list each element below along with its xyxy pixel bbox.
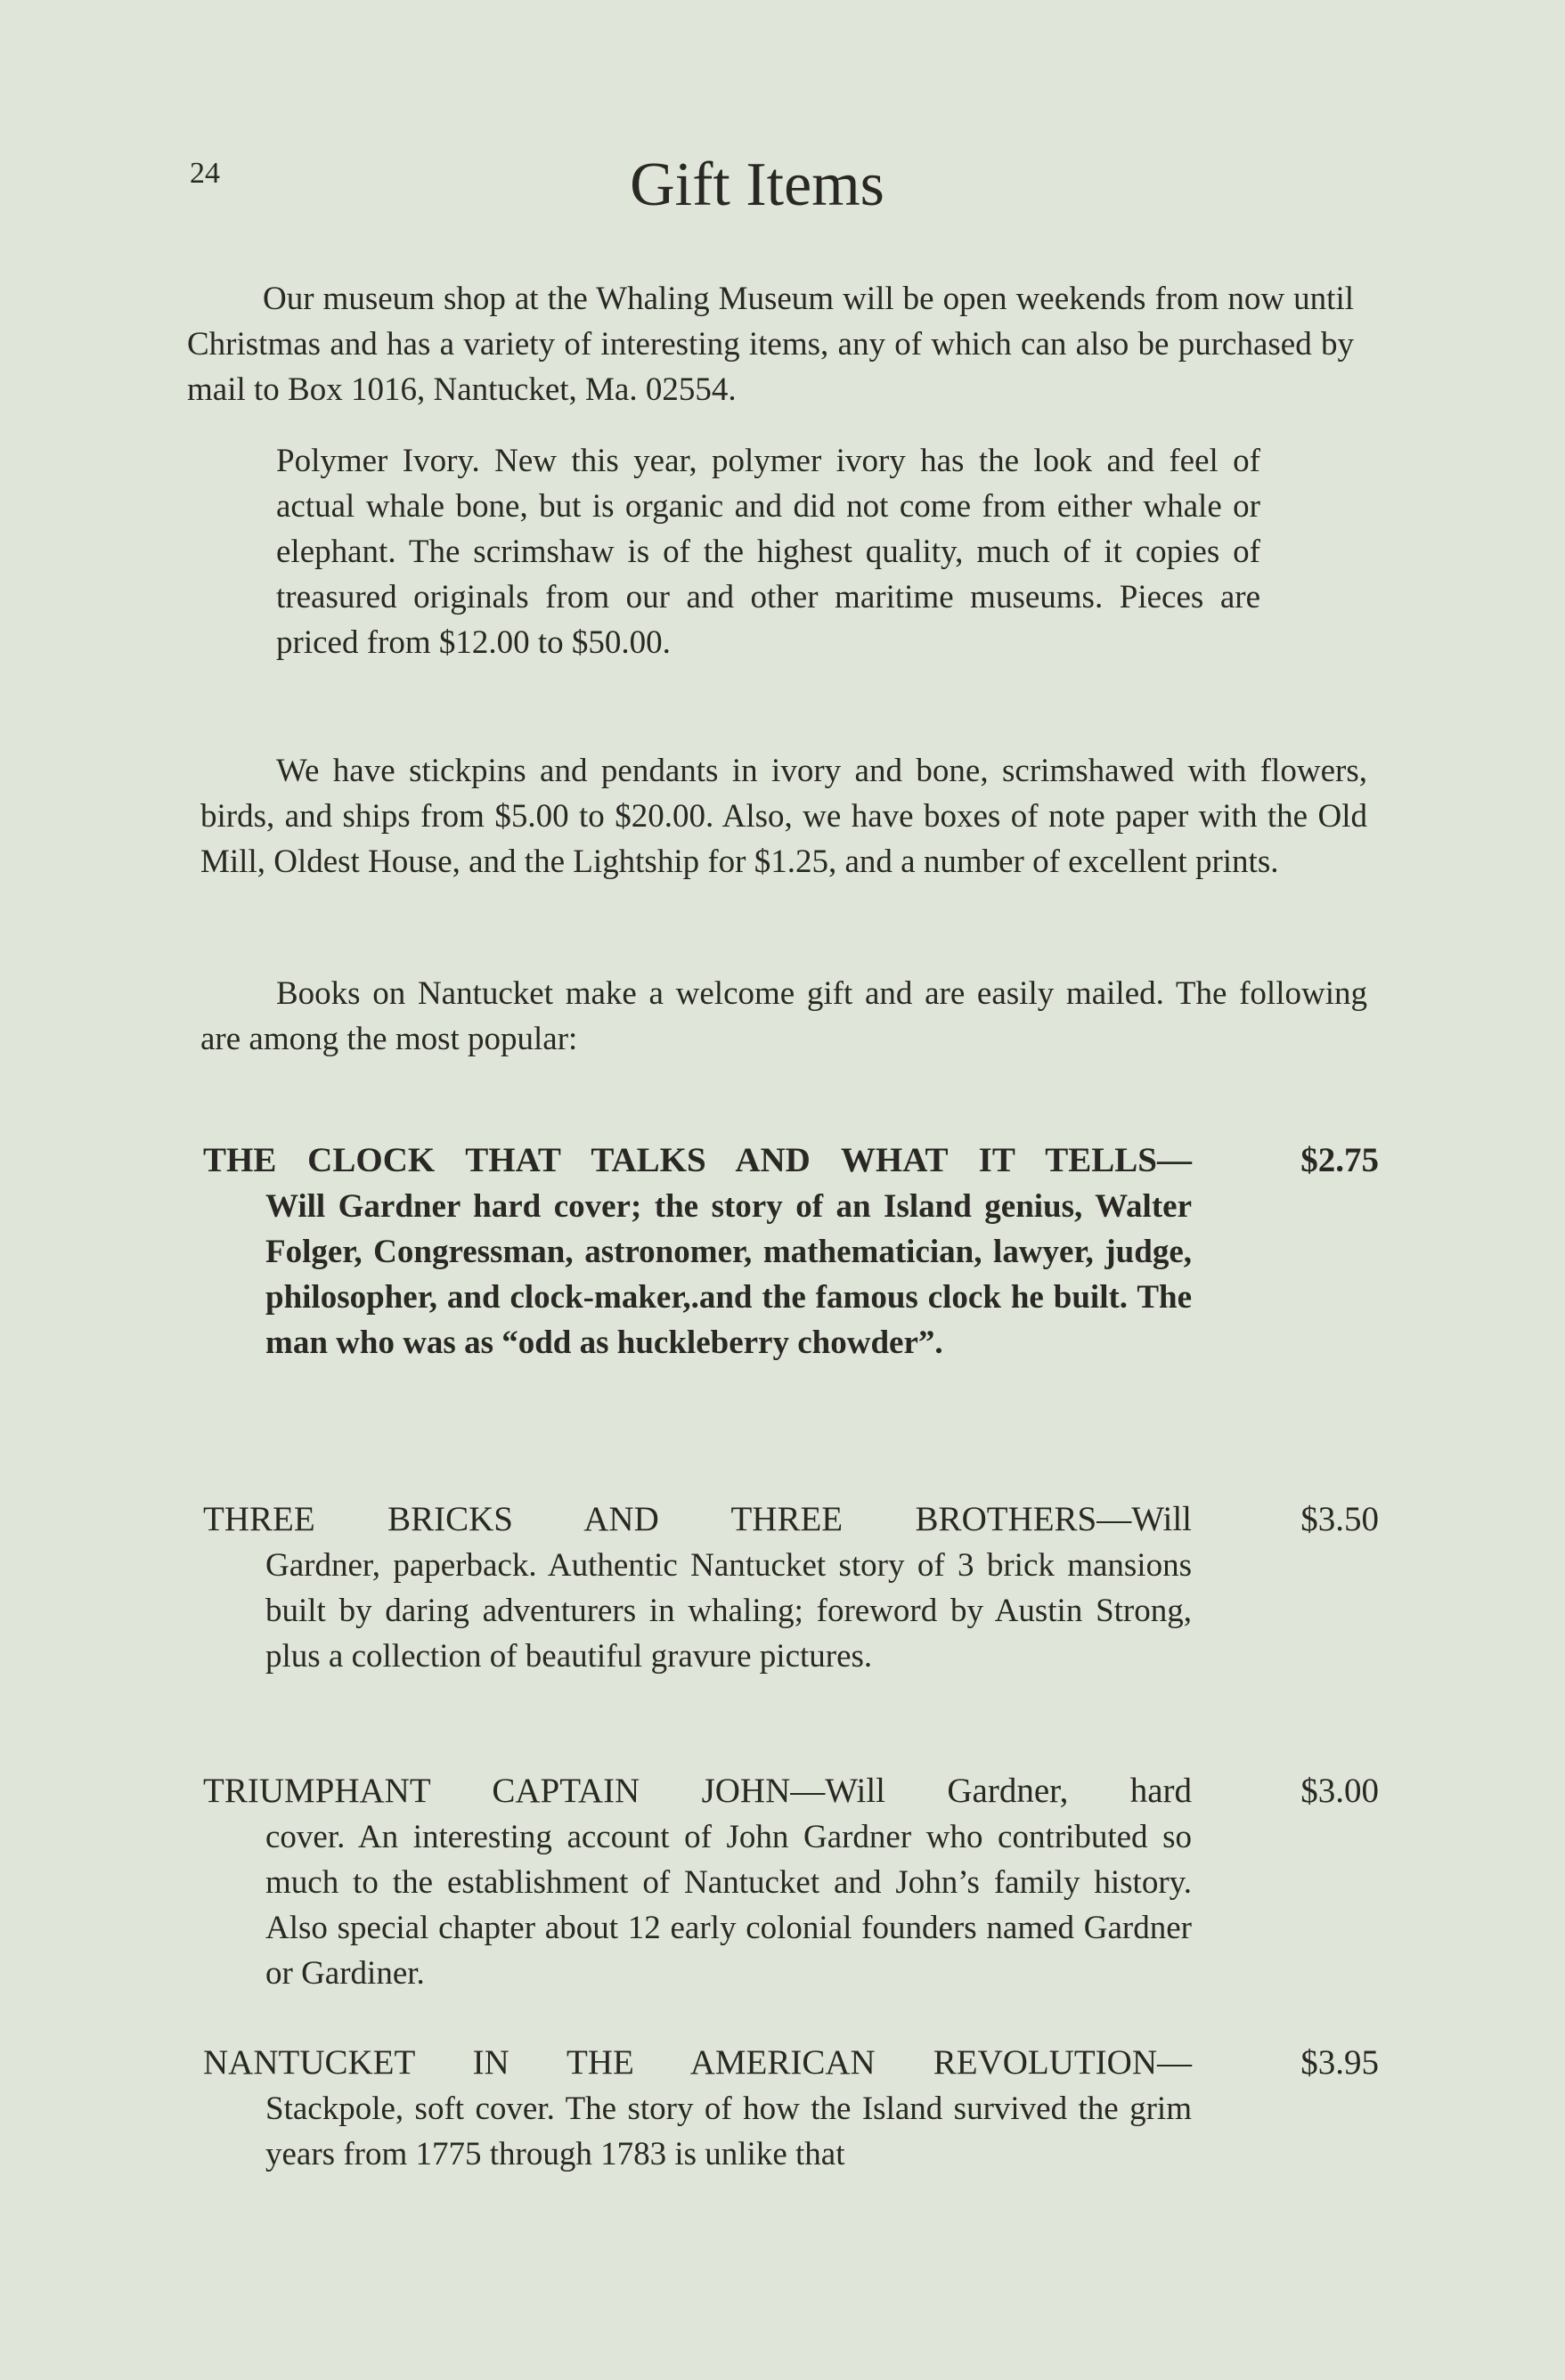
book-heading	[203, 1768, 1379, 1814]
book-price: $3.50	[1300, 1500, 1379, 1538]
book-entry	[203, 1768, 1379, 1996]
book-title: THREE BRICKS AND THREE BROTHERS—Will	[203, 1500, 1192, 1538]
book-price: $2.75	[1300, 1141, 1379, 1179]
book-description: Will Gardner hard cover; the story of an Island genius, Walter Folger, Congressman, astronomer, mathematician, lawyer, judge, philosopher, and clock-maker,.and the famous clock he built. The man who was as “odd as huckleberry chowder”.	[265, 1188, 1192, 1361]
intro-paragraph: Our museum shop at the Whaling Museum will be open weekends from now until Christmas and has a variety of interesting items, any of which can also be purchased by mail to Box 1016, Nantucket, Ma. 02554.	[187, 281, 1354, 408]
book-title: NANTUCKET IN THE AMERICAN REVOLUTION—	[203, 2043, 1192, 2082]
stickpins-paragraph: We have stickpins and pendants in ivory and bone, scrimshawed with flowers, birds, and ships from $5.00 to $20.00. Also, we have boxes of note paper with the Old Mill, Oldest House, and the Lightship for $1.25, and a number of excellent prints.	[200, 753, 1367, 880]
book-heading	[203, 1137, 1379, 1184]
polymer-ivory-paragraph: Polymer Ivory. New this year, polymer ivory has the look and feel of actual whale bone, but is organic and did not come from either whale or elephant. The scrimshaw is of the highest quality, much of it copies of treasured originals from our and other maritime museums. Pieces are priced from $12.00 to $50.00.	[276, 443, 1260, 661]
book-price: $3.00	[1300, 1772, 1379, 1810]
book-title: TRIUMPHANT CAPTAIN JOHN—Will Gardner, hard	[203, 1772, 1192, 1810]
book-description: cover. An interesting account of John Gardner who contributed so much to the establishment of Nantucket and John’s family history. Also special chapter about 12 early colonial founders named Gardner or Gardiner.	[265, 1819, 1192, 1992]
book-description: Stackpole, soft cover. The story of how the Island survived the grim years from 1775 through 1783 is unlike that	[265, 2091, 1192, 2172]
book-heading	[203, 1496, 1379, 1543]
books-intro-paragraph: Books on Nantucket make a welcome gift and are easily mailed. The following are among the most popular:	[200, 975, 1367, 1057]
book-entry	[203, 1496, 1379, 1679]
book-heading	[203, 2040, 1379, 2086]
page-title: Gift Items	[630, 151, 884, 219]
page-number: 24	[190, 157, 220, 190]
book-description: Gardner, paperback. Authentic Nantucket story of 3 brick mansions built by daring adventurers in whaling; foreword by Austin Strong, plus a collection of beautiful gravure pictures.	[265, 1547, 1192, 1675]
book-entry	[203, 2040, 1379, 2177]
book-title: THE CLOCK THAT TALKS AND WHAT IT TELLS—	[203, 1141, 1192, 1179]
book-entry	[203, 1137, 1379, 1365]
book-price: $3.95	[1300, 2043, 1379, 2082]
